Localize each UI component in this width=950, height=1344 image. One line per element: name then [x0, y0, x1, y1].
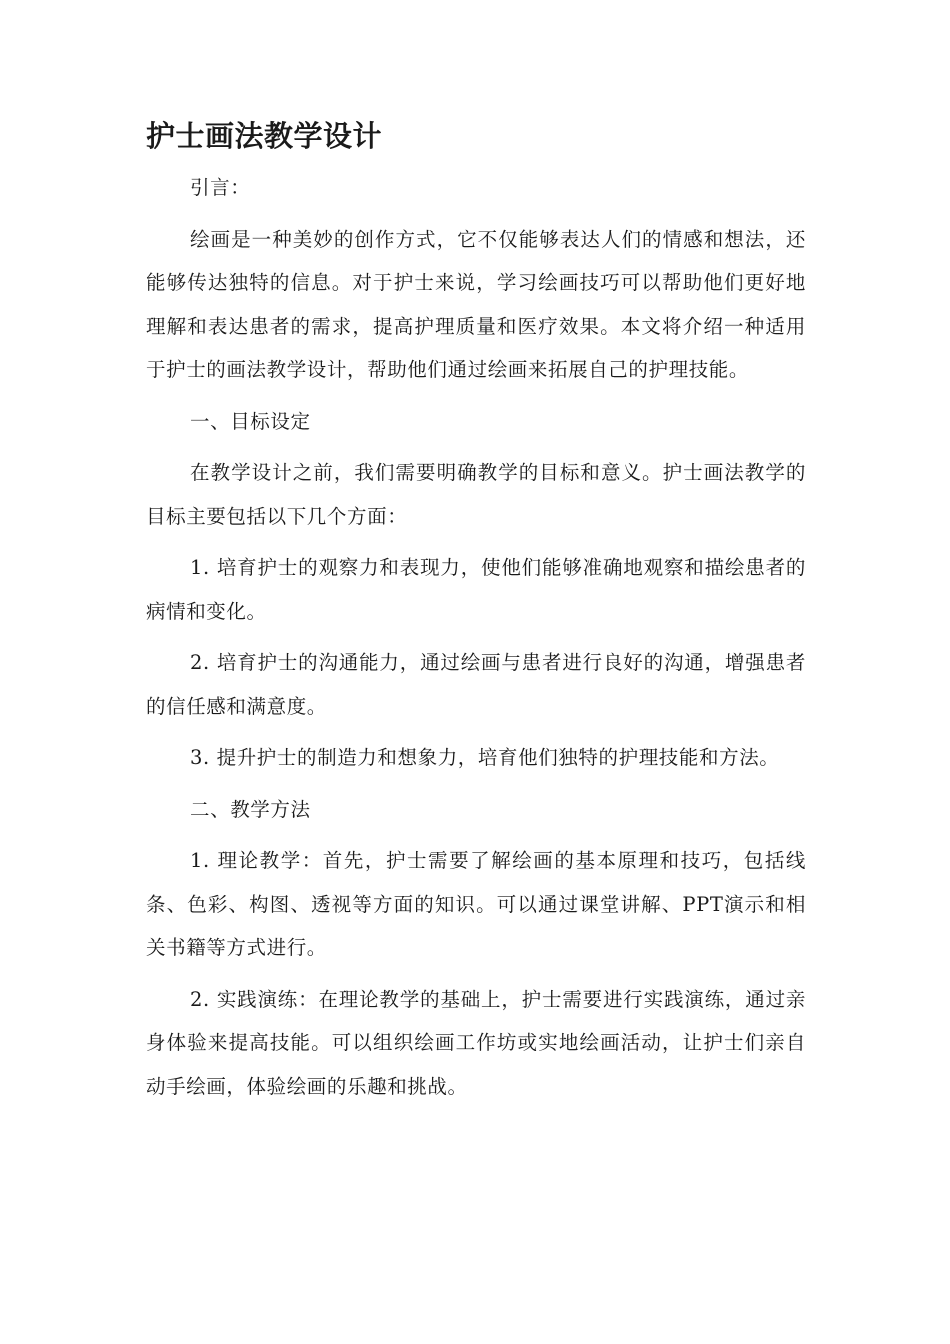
goal-item-3: 3. 提升护士的制造力和想象力，培育他们独特的护理技能和方法。 — [190, 746, 780, 769]
section-heading-methods: 二、教学方法 — [190, 797, 311, 821]
section-goals-intro: 在教学设计之前，我们需要明确教学的目标和意义。护士画法教学的目标主要包括以下几个方面： — [146, 461, 806, 528]
section-heading-goals: 一、目标设定 — [190, 409, 311, 433]
intro-paragraph: 绘画是一种美妙的创作方式，它不仅能够表达人们的情感和想法，还能够传达独特的信息。对于护士来说，学习绘画技巧可以帮助他们更好地理解和表达患者的需求，提高护理质量和医疗效果。本文将介绍一种适用于护士的画法教学设计，帮助他们通过绘画来拓展自己的护理技能。 — [146, 227, 806, 381]
method-item-1: 1. 理论教学：首先，护士需要了解绘画的基本原理和技巧，包括线条、色彩、构图、透视等方面的知识。可以通过课堂讲解、PPT演示和相关书籍等方式进行。 — [146, 849, 806, 959]
method-item-2: 2. 实践演练：在理论教学的基础上，护士需要进行实践演练，通过亲身体验来提高技能。可以组织绘画工作坊或实地绘画活动，让护士们亲自动手绘画，体验绘画的乐趣和挑战。 — [146, 987, 806, 1098]
goal-item-1: 1. 培育护士的观察力和表现力，使他们能够准确地观察和描绘患者的病情和变化。 — [146, 556, 806, 623]
document-page — [146, 112, 806, 1116]
intro-label: 引言： — [190, 176, 251, 199]
document-title: 护士画法教学设计 — [146, 119, 383, 153]
goal-item-2: 2. 培育护士的沟通能力，通过绘画与患者进行良好的沟通，增强患者的信任感和满意度。 — [146, 651, 806, 718]
